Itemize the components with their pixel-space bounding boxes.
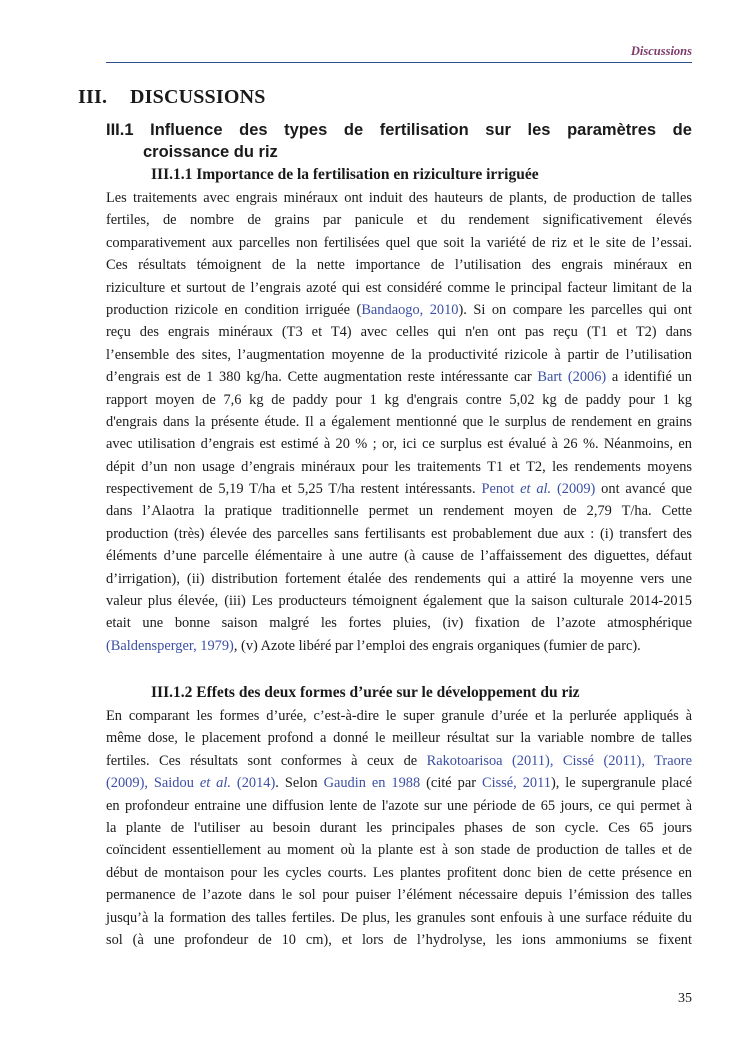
citation-link[interactable]: Bart (2006) — [537, 369, 607, 386]
subsection-number: III.1.2 — [151, 684, 193, 701]
page-number: 35 — [678, 991, 692, 1006]
section-word: fertilisation — [379, 121, 469, 139]
text-fragment: a identifié un — [606, 369, 692, 386]
citation-link[interactable]: Cissé, 2011 — [481, 775, 551, 792]
text-line: etait une bonne saison malgré les fortes pluies, (iv) fixation de l’azote atmosphérique — [106, 615, 692, 632]
text-fragment: (cité par — [420, 775, 482, 792]
citation-link[interactable]: Gaudin en 1988 — [323, 775, 421, 792]
section-word: de — [672, 121, 692, 139]
text-line — [106, 635, 692, 657]
paragraph-2 — [106, 705, 692, 951]
citation-author: Penot — [481, 481, 521, 498]
section-word: types — [284, 121, 328, 139]
text-line: d'engrais dans la présente étude. Il a également mentionné que le surplus de rendement en grains — [106, 413, 692, 430]
text-line: dans l’Alaotra la pratique traditionnelle permet un rendement moyen de 2,79 T/ha. Cette — [106, 503, 692, 520]
subsection-heading-1 — [151, 166, 539, 184]
chapter-number: III. — [78, 86, 108, 108]
running-header — [106, 44, 692, 63]
section-word: sur — [485, 121, 511, 139]
text-line: fertiles, de nombre de grains par panicule et du rendement significativement élevés — [106, 212, 692, 229]
text-fragment: ), le supergranule placé — [550, 775, 692, 792]
section-word: des — [239, 121, 268, 139]
citation-year: (2009) — [551, 481, 596, 498]
citation-etal: et al. — [520, 481, 552, 498]
text-line: jusqu’à la formation des talles fertiles. De plus, les granules sont enfouis à une surface réduite du — [106, 909, 692, 926]
text-line: dépit d’un non usage d’engrais minéraux pour les traitements T1 et T2, les rendements moyens — [106, 458, 692, 475]
citation-link[interactable] — [481, 481, 595, 497]
text-line: En comparant les formes d’urée, c’est-à-dire le super granule d’urée et la perlurée appliqués à — [106, 708, 692, 724]
running-header-title: Discussions — [630, 44, 692, 58]
citation-author: (2009), Saidou — [106, 775, 200, 792]
section-heading-line-1 — [106, 119, 692, 141]
text-line: éléments d’une parcelle élémentaire à une autre (à cause de l’affaissement des diguettes, défaut — [106, 548, 692, 565]
subsection-title: Importance de la fertilisation en riziculture irriguée — [196, 166, 539, 183]
text-line: la plante de l'utiliser au besoin durant les principales phases de son cycle. Ces 65 jours — [106, 819, 692, 836]
citation-link[interactable]: (Baldensperger, 1979) — [106, 637, 234, 654]
paragraph-1 — [106, 187, 692, 657]
text-line: même dose, le placement profond a donné le meilleur résultat sur la variable nombre de talles — [106, 730, 692, 747]
citation-link[interactable]: Rakotoarisoa (2011), Cissé (2011), Traore — [426, 752, 692, 769]
section-heading — [106, 119, 692, 163]
text-line — [106, 366, 692, 388]
text-line: Ces résultats témoignent de la nette importance de l’utilisation des engrais minéraux en — [106, 257, 692, 274]
citation-link[interactable] — [106, 775, 275, 791]
section-word: paramètres — [567, 121, 657, 139]
text-line: d’irrigation), (ii) distribution fortement étalée des rendements qui a attiré la moyenne vers une — [106, 570, 692, 587]
text-line: sol (à une profondeur de 10 cm), et lors de l’hydrolyse, les ions ammoniums se fixent — [106, 931, 692, 948]
text-line: en profondeur entraine une diffusion lente de l'azote sur une période de 65 jours, ce qui permet à — [106, 797, 692, 814]
text-fragment: ). Si on compare les parcelles qui ont — [458, 301, 692, 318]
subsection-number: III.1.1 — [151, 166, 193, 183]
text-fragment: fertiles. Ces résultats sont conformes à ceux de — [106, 752, 427, 769]
text-line: début de montaison pour les cycles courts. Les plantes profitent donc bien de cette présence en — [106, 864, 692, 881]
text-fragment: production rizicole en condition irriguée ( — [106, 301, 362, 318]
text-line — [106, 299, 692, 321]
text-fragment: , (v) Azote libéré par l’emploi des engrais organiques (fumier de parc). — [233, 637, 641, 654]
text-line: l’ensemble des sites, l’augmentation moyenne de la productivité rizicole à partir de l’utilisation — [106, 346, 692, 363]
text-line: production (très) élevée des parcelles sans fertilisants est probablement due aux : (i) transfert des — [106, 525, 692, 542]
text-fragment: d’engrais est de 1 380 kg/ha. Cette augmentation reste intéressante car — [106, 369, 538, 386]
text-fragment: respectivement de 5,19 T/ha et 5,25 T/ha restent intéressants. — [106, 481, 482, 498]
section-heading-line-2: croissance du riz — [143, 143, 278, 161]
text-line: reçu des engrais minéraux (T3 et T4) avec celles qui n'en ont pas reçu (T1 et T2) dans — [106, 324, 692, 341]
citation-etal: et al. — [199, 775, 231, 792]
text-fragment: . Selon — [275, 775, 324, 792]
text-fragment: ont avancé que — [595, 481, 692, 498]
text-line: comparativement aux parcelles non fertilisées quel que soit la variété de riz et le site de l’essai. — [106, 234, 692, 251]
text-line: avec utilisation d’engrais est estimé à 20 % ; or, ici ce surplus est évalué à 26 %. Néanmoins, en — [106, 436, 692, 453]
text-line: permanence de l’azote dans le sol pour puiser l’élément nécessaire depuis l’émission des talles — [106, 887, 692, 904]
citation-year: (2014) — [230, 775, 276, 792]
section-word: les — [527, 121, 551, 139]
text-line: riziculture et surtout de l’engrais azoté qui est considéré comme le principal facteur limitant de la — [106, 279, 692, 296]
text-line — [106, 478, 692, 500]
text-line: Les traitements avec engrais minéraux ont induit des hauteurs de plants, de production de talles — [106, 190, 692, 206]
text-line: coïncident essentiellement au moment où la plante est à son stade de production de talles et de — [106, 842, 692, 859]
subsection-heading-2 — [151, 684, 580, 702]
chapter-heading — [78, 86, 266, 109]
section-word: Influence — [150, 121, 223, 139]
chapter-title: DISCUSSIONS — [130, 86, 266, 108]
text-line: rapport moyen de 7,6 kg de paddy pour 1 kg d'engrais contre 5,02 kg de paddy pour 1 kg — [106, 391, 692, 408]
citation-link[interactable]: Bandaogo, 2010 — [361, 301, 459, 318]
text-line — [106, 750, 692, 772]
section-word: de — [343, 121, 364, 139]
subsection-title: Effets des deux formes d’urée sur le développement du riz — [196, 684, 580, 701]
text-line — [106, 772, 692, 794]
text-line: valeur plus élevée, (iii) Les producteurs témoignent également que la saison culturale 2014-2015 — [106, 593, 692, 610]
section-number: III.1 — [106, 121, 134, 139]
